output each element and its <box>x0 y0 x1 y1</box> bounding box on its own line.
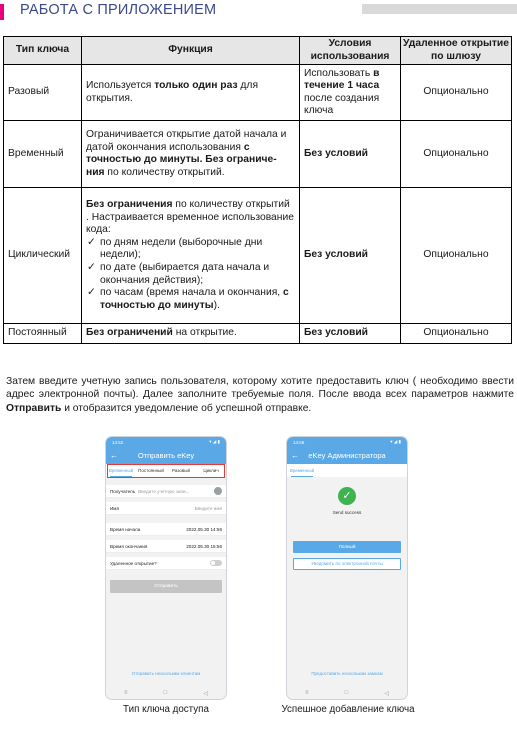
list-item: ✓ по дате (выбирается дата начала и окончания действия); <box>87 261 270 286</box>
table-header-row <box>4 37 512 65</box>
status-bar: 14:52 ▾ ◢ ▮ <box>106 437 226 447</box>
key-types-table <box>3 36 512 344</box>
cell-conditions: Без условий <box>300 121 401 188</box>
tab-temporary[interactable]: Временный <box>289 468 315 473</box>
header-gray-bar <box>362 4 517 14</box>
tab-permanent[interactable]: Постоянный <box>138 468 164 473</box>
caption-right: Успешное добавление ключа <box>281 704 415 715</box>
table-row <box>4 188 512 324</box>
nav-bar <box>106 447 226 464</box>
send-button[interactable]: Отправить <box>110 580 222 593</box>
phone-screenshot-send-ekey <box>105 436 227 700</box>
col-header-conditions: Условия использования <box>300 37 401 65</box>
end-time-field[interactable]: Время окончания 2022.05.30 15:56 <box>106 540 226 553</box>
system-nav-bar <box>287 687 407 699</box>
table-row <box>4 121 512 188</box>
back-arrow-icon[interactable]: ← <box>291 451 299 460</box>
phone-screenshot-success <box>286 436 408 700</box>
name-field[interactable]: Имя Введите имя <box>106 502 226 515</box>
back-icon[interactable]: ◁ <box>203 690 208 697</box>
check-icon: ✓ <box>87 236 96 248</box>
cell-key-type: Временный <box>4 121 82 188</box>
contact-icon[interactable] <box>214 487 222 495</box>
table-row <box>4 65 512 121</box>
header-accent-bar <box>0 4 4 20</box>
send-multiple-link[interactable]: Отправить нескольким клиентам <box>131 671 201 676</box>
back-arrow-icon[interactable]: ← <box>110 451 118 460</box>
home-icon[interactable]: □ <box>163 690 168 696</box>
recipient-input[interactable]: Введите учетную запи... <box>138 488 190 494</box>
tab-cyclic[interactable]: Циклич <box>203 468 219 473</box>
page-title: РАБОТА С ПРИЛОЖЕНИЕМ <box>20 2 217 18</box>
nav-bar <box>287 447 407 464</box>
active-tab-indicator <box>291 476 313 477</box>
home-icon[interactable]: □ <box>344 690 349 696</box>
screen-title: Отправить eKey <box>137 451 195 460</box>
instructions-paragraph: Затем введите учетную запись пользователя, которому хотите предоставить ключ ( необходимо ввести адрес электронной почты). Далее заполните требуемые поля. После ввода всех параметров нажмите Отправить и отобразится уведомление об успешной отправке. <box>6 376 514 414</box>
tabs-highlight-frame <box>107 464 225 478</box>
cell-function: Используется только один раз для открытия. <box>82 65 300 121</box>
cell-function: Без ограничения по количеству открытий . Настраивается временное использование кода: ✓ по дням недели (выборочные дни недели); ✓ по дате (выбирается дата начала и окончания действия); ✓ по часам (время начала и окончания, с точностью до минуты). <box>82 188 300 324</box>
cell-remote: Опционально <box>401 324 512 344</box>
done-button[interactable]: Полный <box>293 541 401 553</box>
menu-icon[interactable]: ≡ <box>124 690 128 696</box>
cell-remote: Опционально <box>401 65 512 121</box>
list-item: ✓ по дням недели (выборочные дни недели); <box>87 236 263 261</box>
status-bar: 14:56 ▾ ◢ ▮ <box>287 437 407 447</box>
cell-conditions: Без условий <box>300 188 401 324</box>
cell-function: Без ограничений на открытие. <box>82 324 300 344</box>
list-item: ✓ по часам (время начала и окончания, с точностью до минуты). <box>87 287 289 311</box>
schedule-options-list <box>86 237 295 313</box>
screen-title: eKey Администратора <box>308 451 386 460</box>
multi-lock-link[interactable]: Предоставить нескольким замкам <box>311 671 383 676</box>
cell-remote: Опционально <box>401 121 512 188</box>
remote-open-row: Удаленное открытие? <box>106 557 226 570</box>
cell-key-type: Постоянный <box>4 324 82 344</box>
col-header-remote: Удаленное открытие по шлюзу <box>401 37 512 65</box>
caption-left: Тип ключа доступа <box>123 704 209 715</box>
email-notify-button[interactable]: Уведомить по электронной почты <box>293 558 401 570</box>
system-nav-bar <box>106 687 226 699</box>
cell-key-type: Разовый <box>4 65 82 121</box>
cell-conditions: Без условий <box>300 324 401 344</box>
remote-open-toggle[interactable] <box>210 560 222 566</box>
col-header-function: Функция <box>82 37 300 65</box>
check-icon: ✓ <box>87 287 96 299</box>
tab-one-time[interactable]: Разовый <box>172 468 190 473</box>
menu-icon[interactable]: ≡ <box>305 690 309 696</box>
tab-temporary[interactable]: Временный <box>108 468 134 473</box>
cell-remote: Опционально <box>401 188 512 324</box>
table-row <box>4 324 512 344</box>
cell-function: Ограничивается открытие датой начала и датой окончания использования с точностью до минуты. Без ограниче-ния по количеству открытий. <box>82 121 300 188</box>
success-message: Send success <box>332 510 362 515</box>
col-header-key-type: Тип ключа <box>4 37 82 65</box>
cell-conditions: Использовать в течение 1 часа после создания ключа <box>300 65 401 121</box>
success-check-icon: ✓ <box>338 487 356 505</box>
start-time-field[interactable]: Время начала 2022.05.30 14:56 <box>106 523 226 536</box>
back-icon[interactable]: ◁ <box>384 690 389 697</box>
check-icon: ✓ <box>87 261 96 273</box>
key-type-tabs <box>287 464 407 477</box>
cell-key-type: Циклический <box>4 188 82 324</box>
name-input[interactable]: Введите имя <box>194 505 222 511</box>
recipient-field[interactable]: Получатель Введите учетную запи... <box>106 485 226 498</box>
